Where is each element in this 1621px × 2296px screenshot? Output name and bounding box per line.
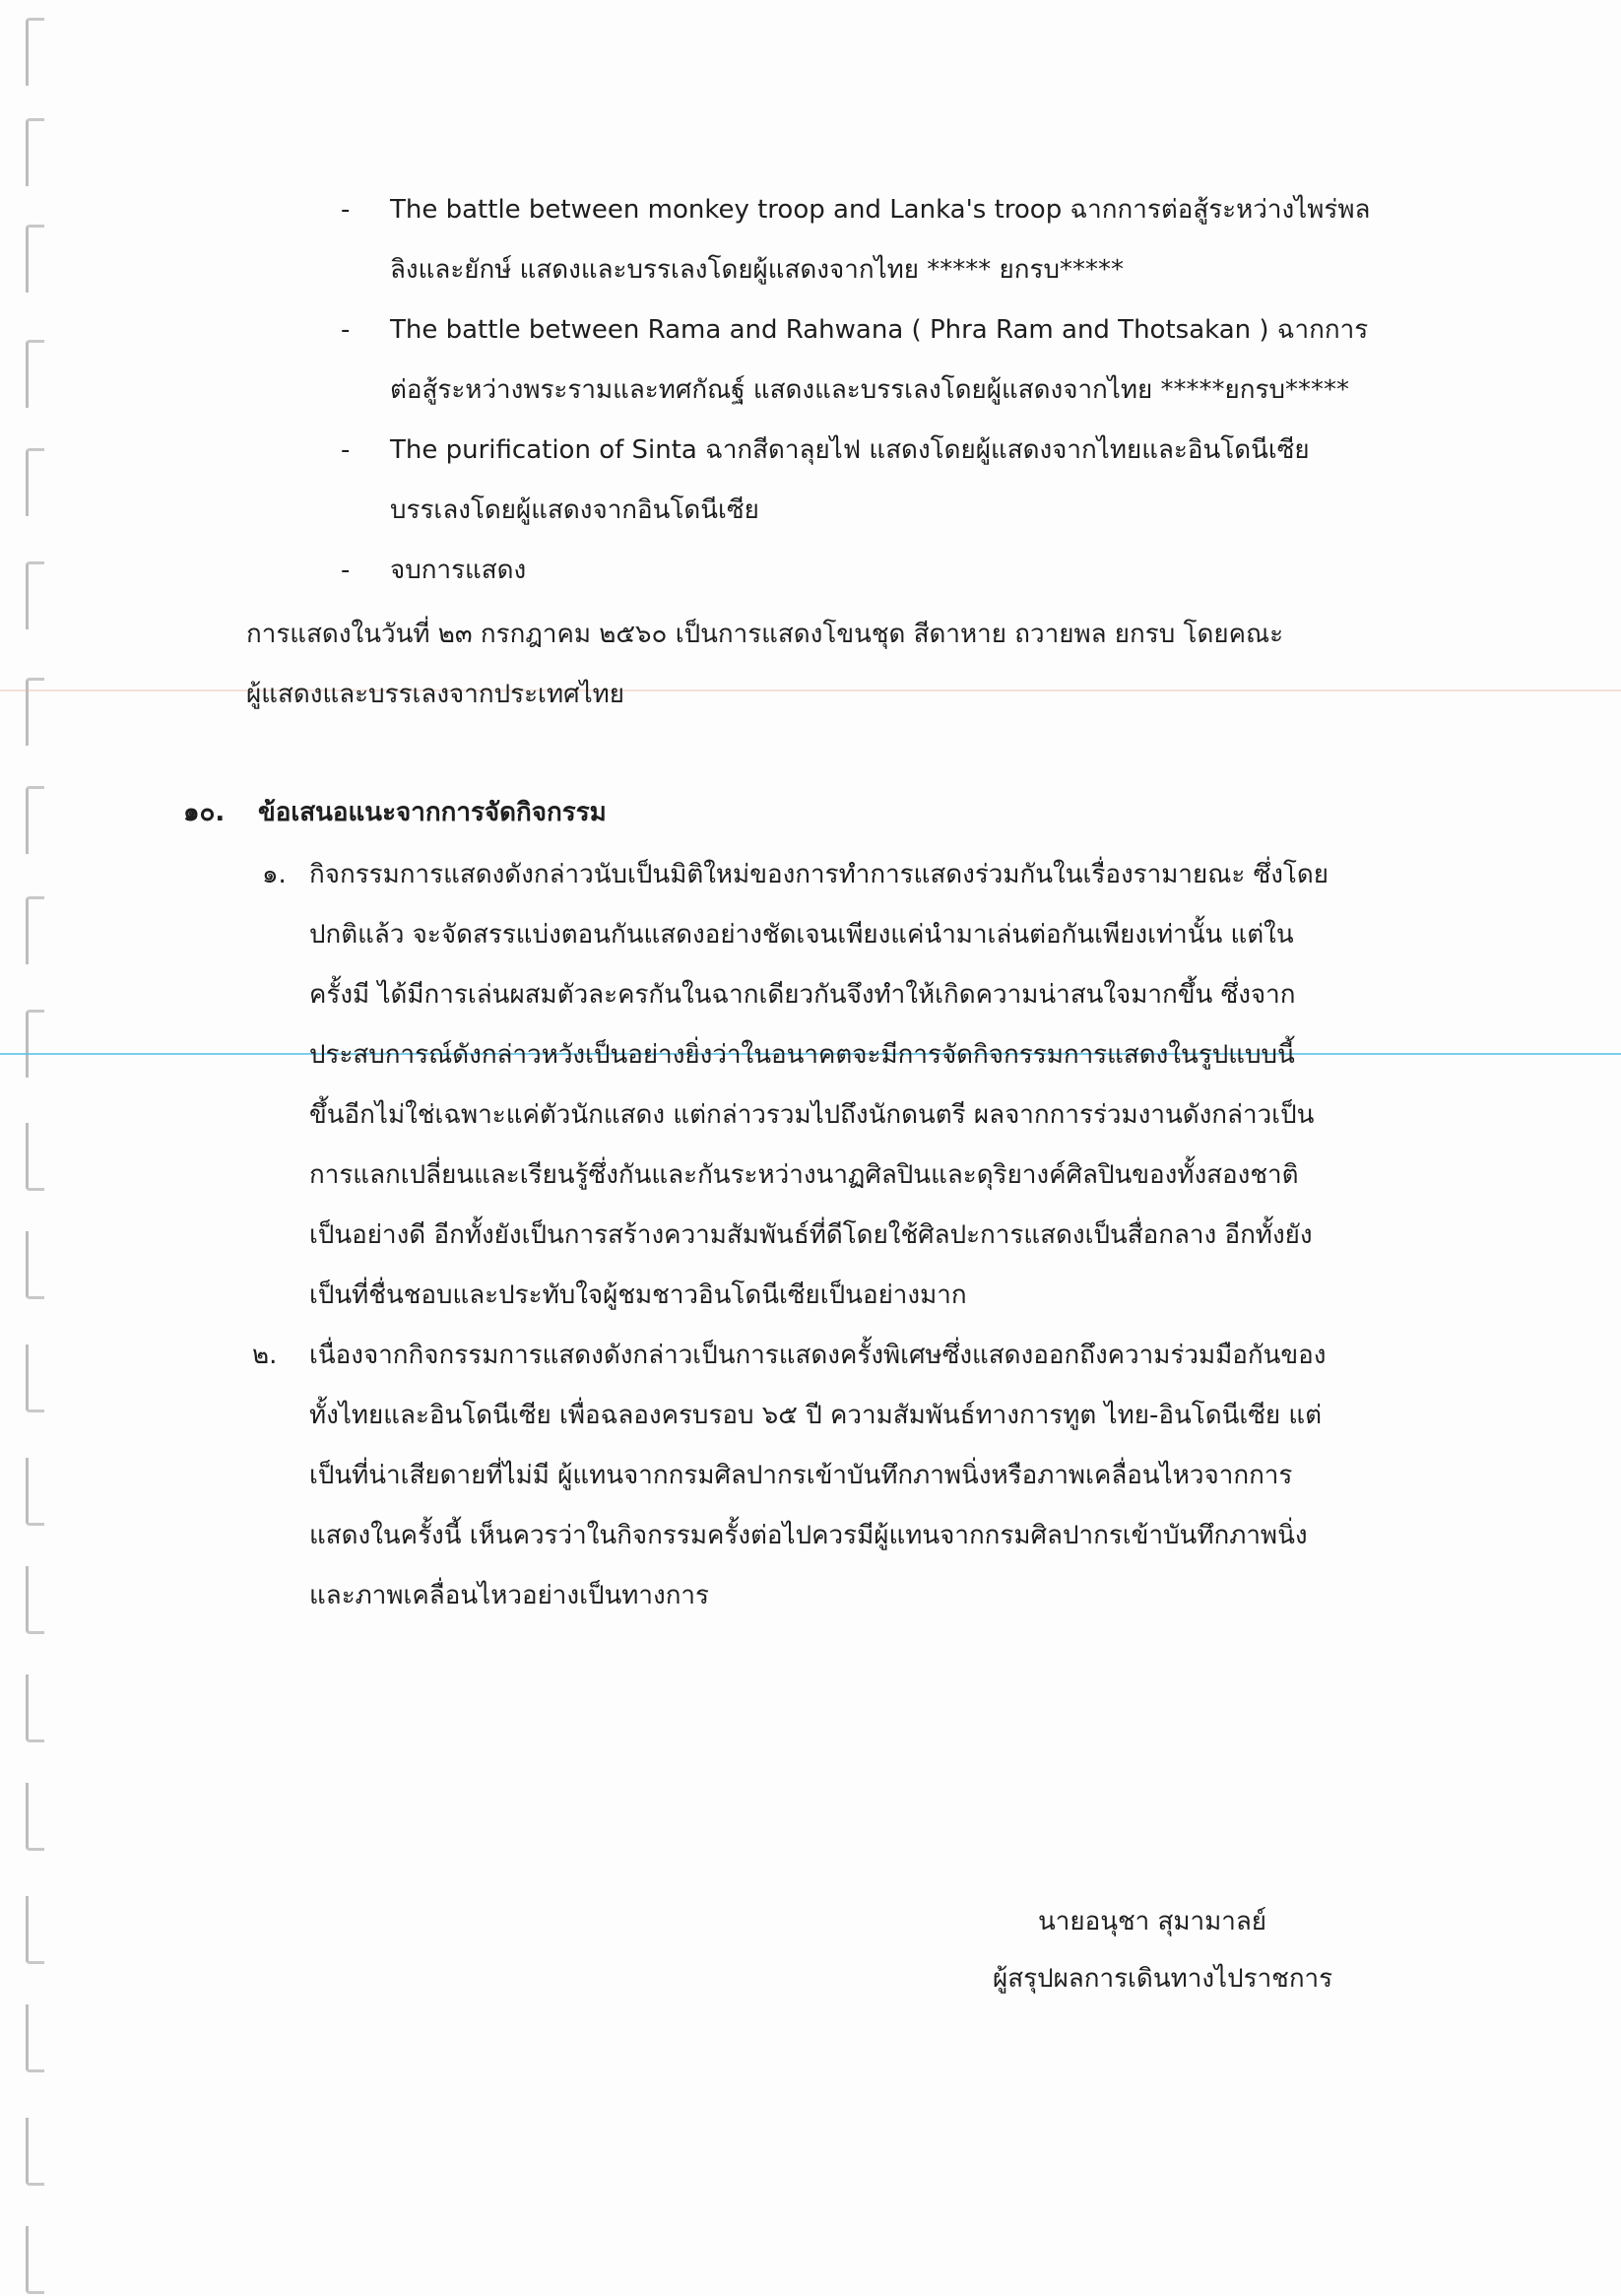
item-number: ๒.	[252, 1341, 278, 1370]
item-number: ๑.	[262, 860, 287, 889]
bullet-line: The purification of Sinta ฉากสีดาลุยไฟ แสดงโดยผู้แสดงจากไทยและอินโดนีเซีย	[390, 435, 1310, 465]
section-title: ข้อเสนอแนะจากการจัดกิจกรรม	[258, 798, 607, 827]
binding-hole	[26, 225, 44, 293]
bullet-line: The battle between monkey troop and Lanka's troop ฉากการต่อสู้ระหว่างไพร่พล	[390, 195, 1371, 225]
binding-hole	[26, 1123, 44, 1191]
signature-title: ผู้สรุปผลการเดินทางไปราชการ	[993, 1964, 1333, 1994]
item-line: กิจกรรมการแสดงดังกล่าวนับเป็นมิติใหม่ของการทำการแสดงร่วมกันในเรื่องรามายณะ ซึ่งโดย	[309, 860, 1329, 889]
item-line: ประสบการณ์ดังกล่าวหวังเป็นอย่างยิ่งว่าในอนาคตจะมีการจัดกิจกรรมการแสดงในรูปแบบนี้	[309, 1040, 1295, 1070]
item-line: แสดงในครั้งนี้ เห็นควรว่าในกิจกรรมครั้งต่อไปควรมีผู้แทนจากกรมศิลปากรเข้าบันทึกภาพนิ่ง	[309, 1521, 1308, 1550]
binding-hole	[26, 118, 44, 186]
binding-hole	[26, 2226, 44, 2294]
binding-hole	[26, 678, 44, 746]
binding-hole	[26, 1896, 44, 1964]
item-line: ขึ้นอีกไม่ใช่เฉพาะแค่ตัวนักแสดง แต่กล่าวรวมไปถึงนักดนตรี ผลจากการร่วมงานดังกล่าวเป็น	[309, 1100, 1315, 1130]
bullet-marker: -	[341, 435, 351, 465]
binding-hole	[26, 1231, 44, 1299]
item-line: ทั้งไทยและอินโดนีเซีย เพื่อฉลองครบรอบ ๖๕ ปี ความสัมพันธ์ทางการทูต ไทย-อินโดนีเซีย แต่	[309, 1401, 1323, 1430]
item-line: ปกติแล้ว จะจัดสรรแบ่งตอนกันแสดงอย่างชัดเจนเพียงแค่นำมาเล่นต่อกันเพียงเท่านั้น แต่ใน	[309, 920, 1294, 950]
binding-hole	[26, 2004, 44, 2072]
scan-artefact-line	[0, 689, 1621, 691]
bullet-marker: -	[341, 556, 351, 585]
binding-hole	[26, 1345, 44, 1412]
item-line: เป็นที่ชื่นชอบและประทับใจผู้ชมชาวอินโดนีเซียเป็นอย่างมาก	[309, 1280, 967, 1310]
summary-line: ผู้แสดงและบรรเลงจากประเทศไทย	[246, 680, 625, 709]
item-line: เป็นอย่างดี อีกทั้งยังเป็นการสร้างความสัมพันธ์ที่ดีโดยใช้ศิลปะการแสดงเป็นสื่อกลาง อีกทั้งยัง	[309, 1220, 1313, 1250]
binding-hole	[26, 448, 44, 516]
bullet-line: บรรเลงโดยผู้แสดงจากอินโดนีเซีย	[390, 495, 759, 525]
section-number: ๑๐.	[183, 798, 226, 827]
bullet-line: The battle between Rama and Rahwana ( Phra Ram and Thotsakan ) ฉากการ	[390, 315, 1369, 345]
binding-hole	[26, 1010, 44, 1078]
binding-hole	[26, 2118, 44, 2186]
binding-hole	[26, 786, 44, 854]
binding-hole	[26, 1783, 44, 1851]
signature-name: นายอนุชา สุมามาลย์	[1038, 1907, 1267, 1936]
bullet-line: ต่อสู้ระหว่างพระรามและทศกัณฐ์ แสดงและบรรเลงโดยผู้แสดงจากไทย *****ยกรบ*****	[390, 375, 1349, 405]
bullet-line: จบการแสดง	[390, 556, 527, 585]
item-line: เป็นที่น่าเสียดายที่ไม่มี ผู้แทนจากกรมศิลปากรเข้าบันทึกภาพนิ่งหรือภาพเคลื่อนไหวจากการ	[309, 1461, 1293, 1490]
item-line: เนื่องจากกิจกรรมการแสดงดังกล่าวเป็นการแสดงครั้งพิเศษซึ่งแสดงออกถึงความร่วมมือกันของ	[309, 1341, 1327, 1370]
binding-hole	[26, 561, 44, 629]
bullet-line: ลิงและยักษ์ แสดงและบรรเลงโดยผู้แสดงจากไทย ***** ยกรบ*****	[390, 255, 1124, 285]
binding-hole	[26, 340, 44, 408]
item-line: การแลกเปลี่ยนและเรียนรู้ซึ่งกันและกันระหว่างนาฏศิลปินและดุริยางค์ศิลปินของทั้งสองชาติ	[309, 1160, 1299, 1190]
binding-hole	[26, 18, 44, 86]
item-line: และภาพเคลื่อนไหวอย่างเป็นทางการ	[309, 1581, 709, 1610]
binding-hole	[26, 1458, 44, 1526]
bullet-marker: -	[341, 315, 351, 345]
binding-hole	[26, 896, 44, 964]
binding-holes	[18, 0, 57, 2296]
binding-hole	[26, 1566, 44, 1634]
bullet-marker: -	[341, 195, 351, 225]
item-line: ครั้งมี ได้มีการเล่นผสมตัวละครกันในฉากเดียวกันจึงทำให้เกิดความน่าสนใจมากขึ้น ซึ่งจาก	[309, 980, 1296, 1010]
summary-line: การแสดงในวันที่ ๒๓ กรกฎาคม ๒๕๖๐ เป็นการแสดงโขนชุด สีดาหาย ถวายพล ยกรบ โดยคณะ	[246, 620, 1284, 649]
binding-hole	[26, 1674, 44, 1742]
